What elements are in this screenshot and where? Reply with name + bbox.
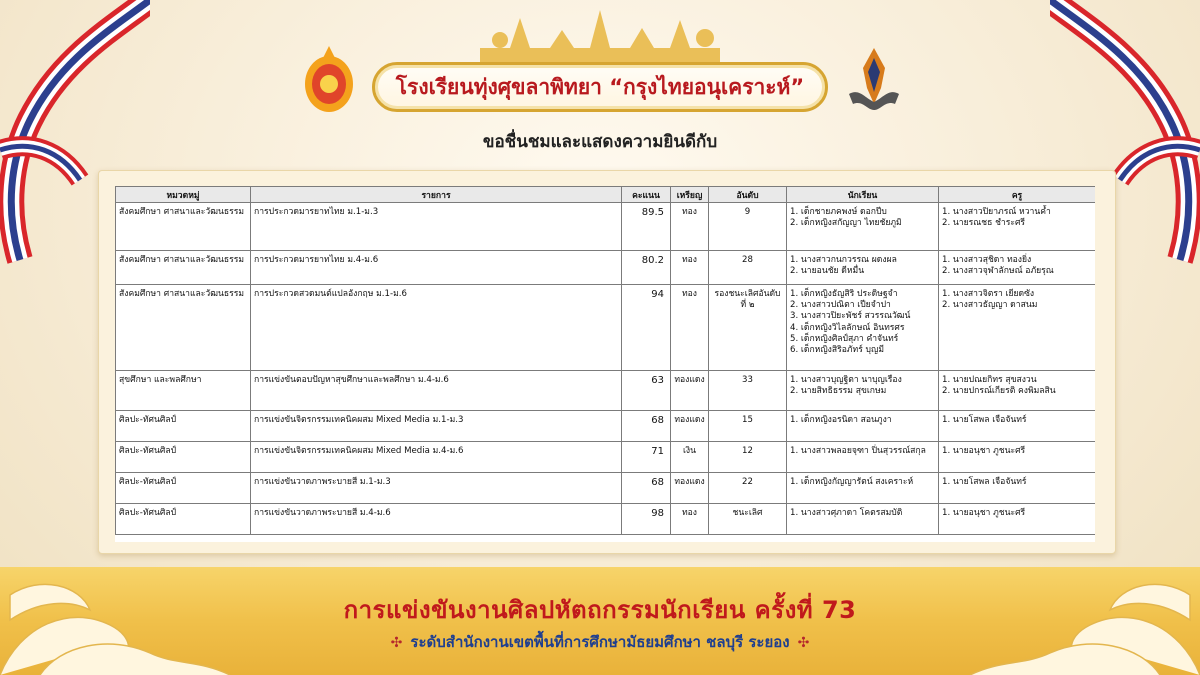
students-cell <box>787 285 939 371</box>
school-emblem-icon <box>845 44 903 116</box>
table-row <box>116 504 1096 535</box>
medal-cell: ทองแดง <box>671 411 709 442</box>
item-cell: การประกวดมารยาทไทย ม.1-ม.3 <box>251 203 622 251</box>
rank-cell: 22 <box>709 473 787 504</box>
category-cell: ศิลปะ-ทัศนศิลป์ <box>116 442 251 473</box>
table-row <box>116 251 1096 285</box>
flower-ornament-icon: ✣ <box>390 635 403 651</box>
temple-skyline-icon <box>470 8 730 68</box>
results-panel <box>98 170 1116 554</box>
teachers-cell <box>939 411 1096 442</box>
teacher-name: 1. นางสาวจิตรา เยียดซัง <box>942 289 1035 299</box>
school-title-banner <box>372 62 828 112</box>
medal-cell: ทอง <box>671 285 709 371</box>
teacher-name: 2. นางสาวธัญญา ดาสนม <box>942 300 1038 311</box>
teacher-name: 1. นางสาวปิยาภรณ์ หวานค้ำ <box>942 207 1051 217</box>
column-header: ครู <box>939 187 1096 203</box>
rank-cell: รองชนะเลิศอันดับที่ ๒ <box>709 285 787 371</box>
category-cell: สุขศึกษา และพลศึกษา <box>116 371 251 411</box>
medal-cell: ทอง <box>671 251 709 285</box>
teachers-cell <box>939 285 1096 371</box>
column-header: นักเรียน <box>787 187 939 203</box>
school-title: โรงเรียนทุ่งศุขลาพิทยา “กรุงไทยอนุเคราะห์” <box>395 74 805 99</box>
table-row <box>116 371 1096 411</box>
student-name: 1. นางสาวบุญฐิตา นาบุญเรือง <box>790 375 902 385</box>
rank-cell: 9 <box>709 203 787 251</box>
column-header: คะแนน <box>622 187 671 203</box>
teacher-name: 1. นายอนุชา ภูชนะศรี <box>942 508 1026 518</box>
category-cell: สังคมศึกษา ศาสนาและวัฒนธรรม <box>116 251 251 285</box>
teachers-cell <box>939 504 1096 535</box>
medal-cell: เงิน <box>671 442 709 473</box>
item-cell: การแข่งขันจิตรกรรมเทคนิคผสม Mixed Media ม.1-ม.3 <box>251 411 622 442</box>
teachers-cell <box>939 371 1096 411</box>
student-name: 6. เด็กหญิงสิริอภัทร์ บุญมี <box>790 345 884 356</box>
table-row <box>116 442 1096 473</box>
students-cell <box>787 504 939 535</box>
category-cell: ศิลปะ-ทัศนศิลป์ <box>116 504 251 535</box>
footer-subtitle-line <box>0 630 1200 654</box>
student-name: 1. นางสาวพลอยจุฑา ปิ่นสุวรรณ์สกุล <box>790 446 926 456</box>
score-cell: 98 <box>622 504 671 535</box>
rank-cell: ชนะเลิศ <box>709 504 787 535</box>
column-header: รายการ <box>251 187 622 203</box>
score-cell: 68 <box>622 411 671 442</box>
teacher-name: 1. นางสาวสุชิดา ทองยิ่ง <box>942 255 1032 265</box>
score-cell: 94 <box>622 285 671 371</box>
teachers-cell <box>939 251 1096 285</box>
teacher-name: 2. นางสาวจุฬาลักษณ์ อภัยรุณ <box>942 266 1054 277</box>
score-cell: 63 <box>622 371 671 411</box>
column-header: เหรียญ <box>671 187 709 203</box>
teachers-cell <box>939 203 1096 251</box>
students-cell <box>787 473 939 504</box>
student-name: 2. นายอนชัย ดีหมื่น <box>790 266 865 277</box>
item-cell: การประกวดมารยาทไทย ม.4-ม.6 <box>251 251 622 285</box>
teacher-name: 1. นายอนุชา ภูชนะศรี <box>942 446 1026 456</box>
table-body <box>116 203 1096 535</box>
teacher-name: 2. นายปกรณ์เกียรติ คงพิมลสิน <box>942 386 1056 397</box>
teachers-cell <box>939 442 1096 473</box>
rank-cell: 15 <box>709 411 787 442</box>
student-name: 4. เด็กหญิงวิไลลักษณ์ อินทรศร <box>790 322 905 333</box>
student-name: 1. เด็กหญิงกัญญารัตน์ สงเคราะห์ <box>790 477 914 487</box>
student-name: 3. นางสาวปิยะพัชร์ สวรรณวัฒน์ <box>790 311 911 322</box>
student-name: 2. นางสาวปณิตา เปียจำปา <box>790 300 891 311</box>
student-name: 5. เด็กหญิงศิลป์สุภา คำจันทร์ <box>790 333 899 344</box>
teacher-name: 2. นายรณชธ ชำระศรี <box>942 218 1026 229</box>
table-header-row <box>116 187 1096 203</box>
medal-cell: ทองแดง <box>671 371 709 411</box>
table-row <box>116 203 1096 251</box>
medal-cell: ทอง <box>671 203 709 251</box>
medal-cell: ทอง <box>671 504 709 535</box>
footer-subtitle: ระดับสำนักงานเขตพื้นที่การศึกษามัธยมศึกษา ชลบุรี ระยอง <box>410 633 790 651</box>
student-name: 2. นายสิทธิธรรม สุขเกษม <box>790 386 887 397</box>
table-row <box>116 473 1096 504</box>
results-sheet <box>115 186 1095 542</box>
student-name: 1. นางสาวศุภาดา โคตรสมบัติ <box>790 508 903 518</box>
item-cell: การประกวดสวดมนต์แปลอังกฤษ ม.1-ม.6 <box>251 285 622 371</box>
medal-cell: ทองแดง <box>671 473 709 504</box>
item-cell: การแข่งขันจิตรกรรมเทคนิคผสม Mixed Media ม.4-ม.6 <box>251 442 622 473</box>
category-cell: สังคมศึกษา ศาสนาและวัฒนธรรม <box>116 203 251 251</box>
rank-cell: 28 <box>709 251 787 285</box>
rank-cell: 12 <box>709 442 787 473</box>
score-cell: 68 <box>622 473 671 504</box>
item-cell: การแข่งขันวาดภาพระบายสี ม.1-ม.3 <box>251 473 622 504</box>
congrats-heading: ขอชื่นชมและแสดงความยินดีกับ <box>482 132 718 152</box>
item-cell: การแข่งขันตอบปัญหาสุขศึกษาและพลศึกษา ม.4-ม.6 <box>251 371 622 411</box>
students-cell <box>787 442 939 473</box>
students-cell <box>787 203 939 251</box>
footer-title: การแข่งขันงานศิลปหัตถกรรมนักเรียน ครั้งที่ 73 <box>343 596 857 624</box>
teacher-name: 1. นายโสพล เจือจันทร์ <box>942 477 1027 487</box>
students-cell <box>787 371 939 411</box>
student-name: 2. เด็กหญิงสกัญญา ไทยชัยภูมิ <box>790 218 902 229</box>
teacher-name: 1. นายปณยกิทร สุขสงวน <box>942 375 1037 385</box>
teacher-name: 1. นายโสพล เจือจันทร์ <box>942 415 1027 425</box>
student-name: 1. เด็กหญิงธัญสิริ ประดิษฐจำ <box>790 289 898 299</box>
score-cell: 89.5 <box>622 203 671 251</box>
teachers-cell <box>939 473 1096 504</box>
students-cell <box>787 251 939 285</box>
score-cell: 80.2 <box>622 251 671 285</box>
column-header: หมวดหมู่ <box>116 187 251 203</box>
column-header: อันดับ <box>709 187 787 203</box>
score-cell: 71 <box>622 442 671 473</box>
category-cell: ศิลปะ-ทัศนศิลป์ <box>116 411 251 442</box>
obec-emblem-icon <box>300 44 358 116</box>
table-row <box>116 411 1096 442</box>
table-row <box>116 285 1096 371</box>
category-cell: สังคมศึกษา ศาสนาและวัฒนธรรม <box>116 285 251 371</box>
results-table <box>115 186 1095 535</box>
student-name: 1. เด็กชายภคพงษ์ ดอกปีบ <box>790 207 887 217</box>
students-cell <box>787 411 939 442</box>
student-name: 1. นางสาวกนกวรรณ ผดงผล <box>790 255 897 265</box>
flower-ornament-icon: ✣ <box>797 635 810 651</box>
category-cell: ศิลปะ-ทัศนศิลป์ <box>116 473 251 504</box>
student-name: 1. เด็กหญิงอรนิดา สอนภูงา <box>790 415 892 425</box>
rank-cell: 33 <box>709 371 787 411</box>
item-cell: การแข่งขันวาดภาพระบายสี ม.4-ม.6 <box>251 504 622 535</box>
